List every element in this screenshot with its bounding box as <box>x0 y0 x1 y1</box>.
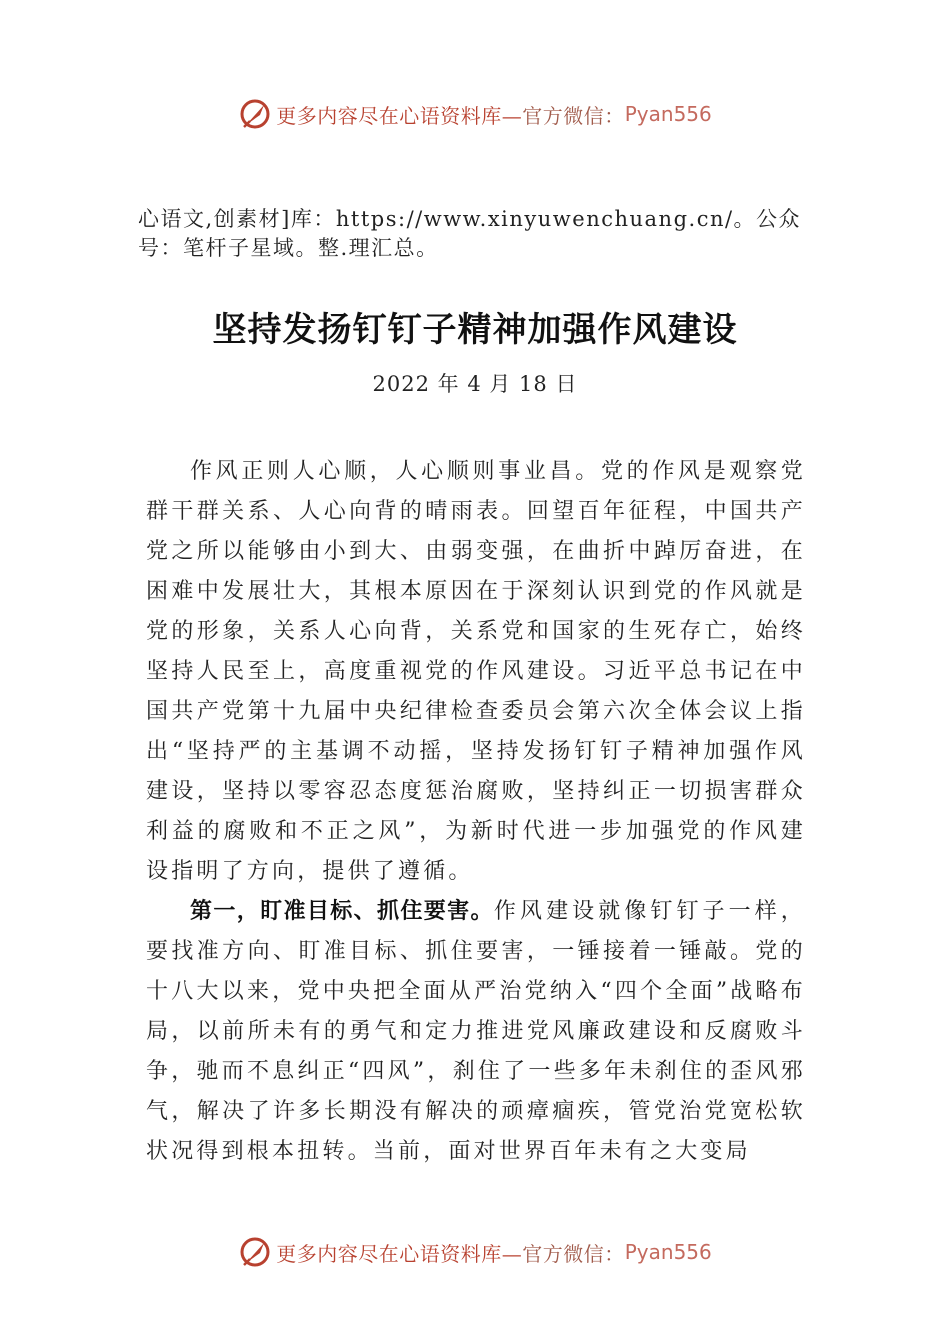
banner-wechat-label: 官方微信： <box>522 103 625 128</box>
banner-wechat-id: Pyan556 <box>624 1240 712 1264</box>
quill-seal-icon <box>238 1235 272 1269</box>
header-banner <box>0 94 950 134</box>
banner-wechat-id: Pyan556 <box>624 102 712 126</box>
source-note: 心语文,创素材]库：https://www.xinyuwenchuang.cn/。公众号：笔杆子星域。整.理汇总。 <box>138 207 802 260</box>
footer-banner <box>0 1232 950 1272</box>
banner-text: 更多内容尽在心语资料库— <box>276 103 523 128</box>
document-title: 坚持发扬钉钉子精神加强作风建设 <box>212 310 738 350</box>
quill-seal-icon <box>238 97 272 131</box>
paragraph-heading: 第一，盯准目标、抓住要害。 <box>190 899 494 924</box>
paragraph-text: 作风正则人心顺，人心顺则事业昌。党的作风是观察党群干群关系、人心向背的晴雨表。回望百年征程，中国共产党之所以能够由小到大、由弱变强，在曲折中踔厉奋进，在困难中发展壮大，其根本原因在于深刻认识到党的作风就是党的形象，关系人心向背，关系党和国家的生死存亡，始终坚持人民至上，高度重视党的作风建设。习近平总书记在中国共产党第十九届中央纪律检查委员会第六次全体会议上指出“坚持严的主基调不动摇，坚持发扬钉钉子精神加强作风建设，坚持以零容忍态度惩治腐败，坚持纠正一切损害群众利益的腐败和不正之风”，为新时代进一步加强党的作风建设指明了方向，提供了遵循。 <box>146 459 806 884</box>
banner-text: 更多内容尽在心语资料库— <box>276 1241 523 1266</box>
document-date: 2022 年 4 月 18 日 <box>372 372 578 396</box>
paragraph-text: 作风建设就像钉钉子一样，要找准方向、盯准目标、抓住要害，一锤接着一锤敲。党的十八大以来，党中央把全面从严治党纳入“四个全面”战略布局，以前所未有的勇气和定力推进党风廉政建设和反腐败斗争，驰而不息纠正“四风”，刹住了一些多年未刹住的歪风邪气，解决了许多长期没有解决的顽瘴痼疾，管党治党宽松软状况得到根本扭转。当前，面对世界百年未有之大变局 <box>146 899 806 1164</box>
banner-wechat-label: 官方微信： <box>522 1241 625 1266</box>
paragraph <box>146 892 806 1172</box>
document-body <box>146 452 806 1172</box>
paragraph <box>146 452 806 892</box>
